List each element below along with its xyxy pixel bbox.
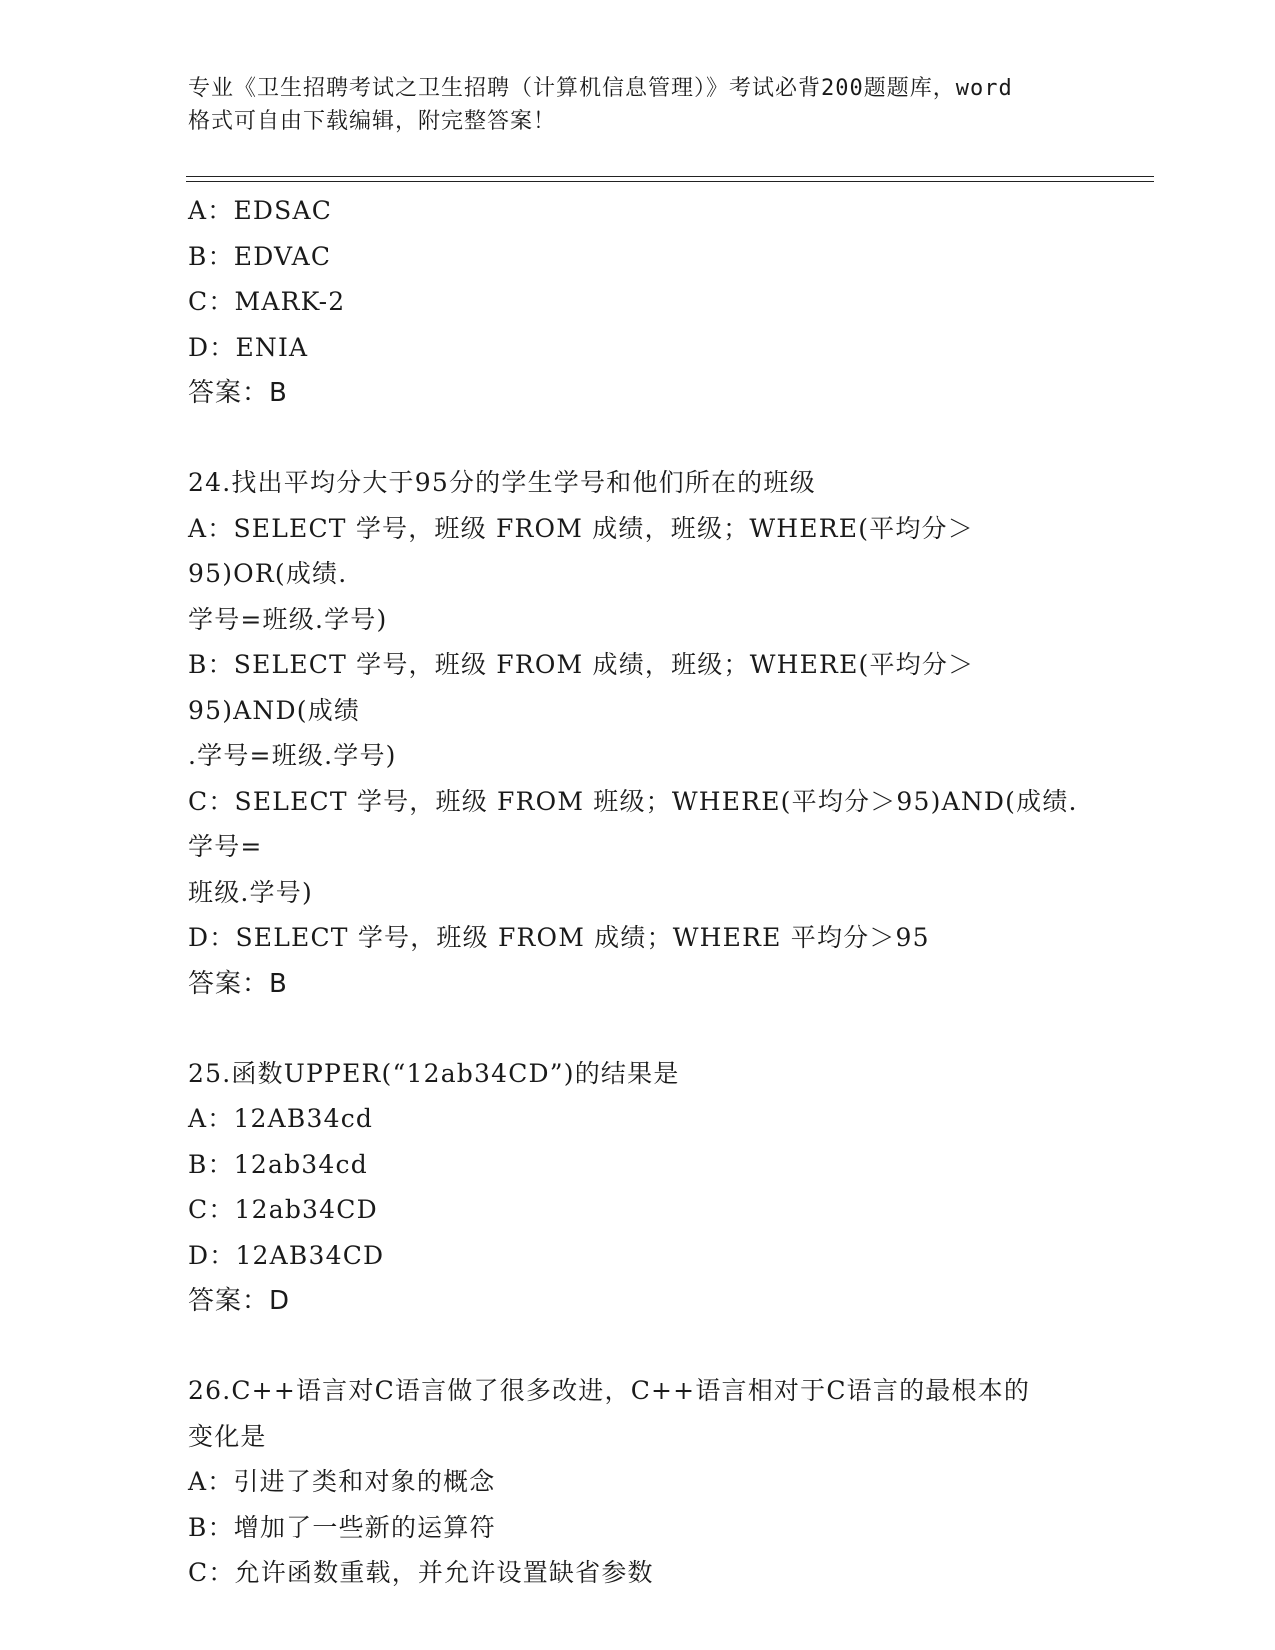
option-b: B：SELECT 学号，班级 FROM 成绩，班级；WHERE(平均分＞95)AND(成绩 [188, 650, 975, 725]
option-d: D：12AB34CD [188, 1240, 385, 1270]
option-c-continued: 班级.学号) [188, 877, 313, 907]
header-line-2: 格式可自由下载编辑，附完整答案！ [188, 109, 557, 134]
option-b: B：增加了一些新的运算符 [188, 1512, 496, 1542]
option-d: D：ENIA [188, 332, 309, 362]
question-content [188, 188, 1088, 1596]
question-block-23 [188, 188, 1088, 416]
question-text: 26.C++语言对C语言做了很多改进，C++语言相对于C语言的最根本的 [188, 1376, 1031, 1405]
option-a-continued: 学号=班级.学号) [188, 604, 388, 634]
header-divider [186, 176, 1154, 182]
document-header [188, 72, 1088, 138]
option-c: C：12ab34CD [188, 1195, 378, 1224]
answer-line: 答案：D [188, 1286, 291, 1316]
question-text: 24.找出平均分大于95分的学生学号和他们所在的班级 [188, 468, 816, 497]
option-c: C：SELECT 学号，班级 FROM 班级；WHERE(平均分＞95)AND(成绩.学号= [188, 786, 1078, 861]
question-block-26 [188, 1368, 1088, 1596]
answer-line: 答案：B [188, 378, 288, 408]
answer-line: 答案：B [188, 968, 288, 999]
question-text: 25.函数UPPER(“12ab34CD”)的结果是 [188, 1058, 680, 1088]
question-block-25 [188, 1051, 1088, 1325]
option-c: C：允许函数重载，并允许设置缺省参数 [188, 1558, 654, 1587]
option-a: A：SELECT 学号，班级 FROM 成绩，班级；WHERE(平均分＞95)OR(成绩. [188, 513, 974, 588]
option-a: A：引进了类和对象的概念 [188, 1467, 496, 1496]
option-b-continued: .学号=班级.学号) [188, 741, 397, 770]
question-block-24 [188, 460, 1088, 1007]
option-a: A：EDSAC [188, 196, 333, 225]
option-d: D：SELECT 学号，班级 FROM 成绩；WHERE 平均分＞95 [188, 923, 930, 952]
option-b: B：12ab34cd [188, 1149, 368, 1179]
question-text-continued: 变化是 [188, 1421, 267, 1451]
option-c: C：MARK-2 [188, 287, 346, 316]
option-a: A：12AB34cd [188, 1104, 374, 1133]
option-b: B：EDVAC [188, 241, 332, 271]
header-line-1: 专业《卫生招聘考试之卫生招聘（计算机信息管理）》考试必背200题题库，word [188, 76, 1013, 101]
